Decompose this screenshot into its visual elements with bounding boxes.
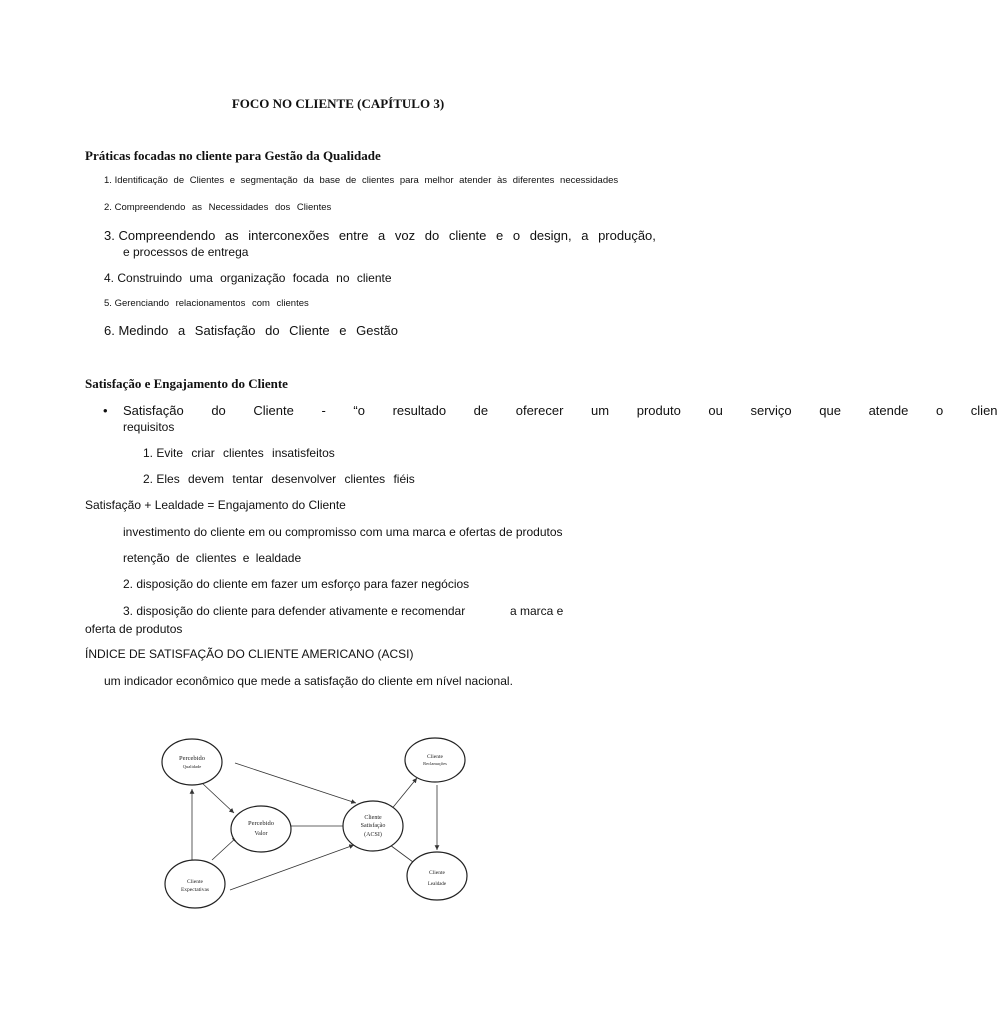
list-number: 2.: [104, 202, 112, 213]
node-perceived-quality: [162, 739, 222, 785]
svg-text:Cliente: Cliente: [427, 754, 443, 760]
bullet-symbol: •: [103, 403, 108, 418]
list-text: Medindo a Satisfação do Cliente e Gestão: [118, 323, 399, 338]
paragraph-advocate: 3. disposição do cliente para defender ativamente e recomendar: [123, 604, 466, 618]
list-item: [104, 323, 398, 338]
page-title: FOCO NO CLIENTE (CAPÍTULO 3): [231, 96, 445, 111]
list-text: Gerenciando relacionamentos com clientes: [114, 298, 309, 309]
svg-text:Percebido: Percebido: [179, 755, 205, 762]
list-number: 2.: [143, 472, 154, 486]
list-number: 6.: [104, 323, 115, 338]
svg-text:(ACSI): (ACSI): [364, 832, 382, 838]
acsi-heading: ÍNDICE DE SATISFAÇÃO DO CLIENTE AMERICANO (ACSI): [85, 647, 414, 661]
list-number: 4.: [104, 271, 115, 285]
svg-text:Cliente: Cliente: [429, 870, 445, 876]
list-text-continuation: e processos de entrega: [123, 245, 249, 259]
arrow-quality-to-satisfaction: [235, 763, 356, 803]
svg-text:Qualidade: Qualidade: [182, 764, 202, 769]
sub-list-item: [143, 472, 415, 486]
acsi-description: um indicador econômico que mede a satisfação do cliente em nível nacional.: [104, 674, 513, 688]
engagement-equation: Satisfação + Lealdade = Engajamento do Cliente: [85, 498, 346, 512]
paragraph-advocate-continuation: oferta de produtos: [85, 622, 183, 636]
svg-text:Valor: Valor: [254, 831, 268, 837]
list-text: Evite criar clientes insatisfeitos: [156, 446, 335, 460]
arrow-expect-to-value: [212, 837, 237, 860]
node-customer-loyalty: [407, 852, 467, 900]
svg-text:Expectativas: Expectativas: [180, 887, 210, 893]
paragraph-retention: retenção de clientes e lealdade: [123, 551, 302, 565]
svg-text:Lealdade: Lealdade: [427, 882, 447, 887]
section-heading-engagement: Satisfação e Engajamento do Cliente: [85, 376, 288, 391]
svg-text:Cliente: Cliente: [187, 879, 203, 885]
bullet-line: Satisfação do Cliente - “o resultado de oferecer um produto ou serviço que atende o clien: [123, 403, 998, 418]
list-text: Compreendendo as interconexões entre a voz do cliente e o design, a produção,: [118, 228, 656, 243]
bullet-text: [123, 403, 998, 418]
bullet-continuation: requisitos: [123, 420, 175, 434]
list-number: 5.: [104, 298, 112, 309]
arrow-expect-to-satisfaction: [230, 845, 354, 890]
list-number: 3.: [104, 228, 115, 243]
arrow-quality-to-value: [202, 783, 234, 813]
list-item: [104, 298, 309, 309]
svg-text:Percebido: Percebido: [248, 820, 274, 827]
paragraph-effort: 2. disposição do cliente em fazer um esforço para fazer negócios: [123, 577, 470, 591]
node-customer-satisfaction: [343, 801, 403, 851]
list-text: Construindo uma organização focada no cliente: [117, 271, 392, 285]
sub-list-item: [143, 446, 335, 460]
list-number: 1.: [104, 175, 112, 186]
acsi-model-diagram: [150, 725, 480, 910]
svg-text:Cliente: Cliente: [364, 815, 382, 821]
list-number: 1.: [143, 446, 154, 460]
list-item: [104, 228, 656, 243]
svg-text:Satisfação: Satisfação: [360, 823, 386, 829]
list-text: Compreendendo as Necessidades dos Clientes: [114, 202, 332, 213]
node-customer-complaints: [405, 738, 465, 782]
list-text: Eles devem tentar desenvolver clientes fiéis: [156, 472, 415, 486]
node-perceived-value: [231, 806, 291, 852]
list-item: [104, 271, 392, 285]
paragraph-investment: investimento do cliente em ou compromisso com uma marca e ofertas de produtos: [123, 525, 563, 539]
node-customer-expectations: [165, 860, 225, 908]
list-item: [104, 175, 618, 186]
section-heading-practices: Práticas focadas no cliente para Gestão da Qualidade: [85, 148, 381, 163]
arrow-satisfaction-to-complaints: [390, 778, 417, 811]
svg-text:Reclamações: Reclamações: [423, 761, 447, 766]
list-text: Identificação de Clientes e segmentação da base de clientes para melhor atender às diferentes necessidades: [114, 175, 619, 186]
paragraph-advocate-end: a marca e: [510, 604, 564, 618]
list-item: [104, 202, 331, 213]
